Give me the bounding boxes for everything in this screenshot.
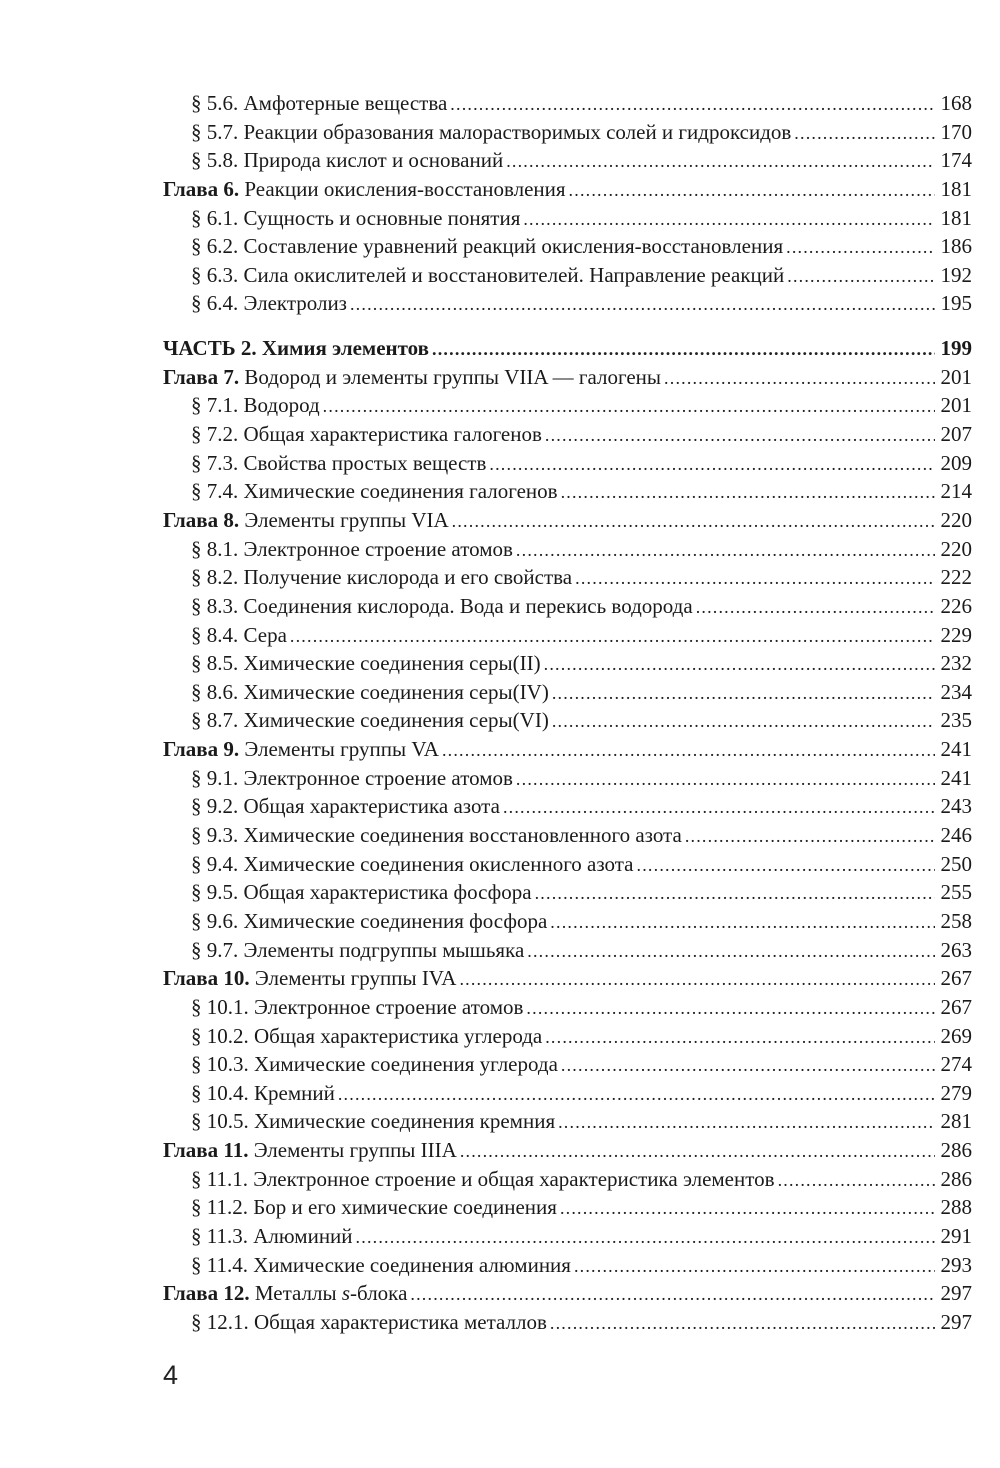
toc-entry-sec	[163, 649, 972, 678]
toc-entry-page-number: 234	[940, 679, 972, 704]
toc-entry-sec	[163, 232, 972, 261]
toc-entry-page-number: 181	[940, 205, 972, 230]
toc-entry-sec	[163, 1079, 972, 1108]
dot-leader	[516, 765, 935, 794]
toc-entry-page-number: 192	[940, 262, 972, 287]
toc-entry-sec	[163, 146, 972, 175]
toc-entry-page-number: 232	[940, 651, 972, 676]
toc-entry-title: Сера	[243, 622, 287, 647]
toc-entry-sec	[163, 89, 972, 118]
toc-entry-sec	[163, 907, 972, 936]
dot-leader	[356, 1223, 935, 1252]
dot-leader	[432, 335, 935, 364]
toc-entry-chapter	[163, 735, 972, 764]
toc-entry-sec	[163, 1165, 972, 1194]
dot-leader	[637, 851, 935, 880]
toc-entry-title: Свойства простых веществ	[243, 450, 487, 475]
dot-leader	[778, 1166, 935, 1195]
toc-entry-page-number: 288	[940, 1195, 972, 1220]
toc-entry-page-number: 267	[940, 994, 972, 1019]
toc-entry-page-number: 220	[940, 536, 972, 561]
toc-entry-label: § 9.2.	[191, 794, 239, 819]
dot-leader	[787, 262, 935, 291]
toc-entry-chapter	[163, 506, 972, 535]
toc-entry-sec	[163, 1193, 972, 1222]
dot-leader	[561, 478, 935, 507]
toc-entry-page-number: 195	[940, 291, 972, 316]
toc-entry-label: § 9.1.	[191, 765, 239, 790]
toc-entry-label: § 5.6.	[191, 91, 239, 115]
dot-leader	[558, 1108, 935, 1137]
dot-leader	[550, 908, 935, 937]
dot-leader	[544, 650, 935, 679]
toc-entry-sec	[163, 1022, 972, 1051]
dot-leader	[552, 679, 935, 708]
toc-entry-title: Сила окислителей и восстановителей. Направление реакций	[243, 262, 785, 287]
dot-leader	[575, 564, 935, 593]
toc-entry-chapter	[163, 1136, 972, 1165]
toc-entry-title: Составление уравнений реакций окисления-восстановления	[243, 234, 784, 259]
toc-entry-title: Элементы группы IVA	[254, 966, 457, 991]
toc-entry-page-number: 297	[940, 1281, 972, 1306]
toc-entry-sec	[163, 391, 972, 420]
toc-entry-label: § 7.3.	[191, 450, 239, 475]
toc-entry-label: Глава 8.	[163, 507, 240, 532]
toc-entry-label: § 6.1.	[191, 205, 239, 230]
toc-entry-page-number: 199	[940, 336, 972, 361]
toc-entry-page-number: 250	[940, 851, 972, 876]
toc-entry-title: Химические соединения галогенов	[243, 479, 558, 504]
toc-entry-title: Амфотерные вещества	[243, 91, 448, 115]
toc-entry-label: § 9.4.	[191, 851, 239, 876]
toc-entry-label: § 7.2.	[191, 422, 239, 447]
toc-entry-label: § 6.4.	[191, 291, 239, 316]
dot-leader	[523, 205, 935, 234]
dot-leader	[503, 793, 935, 822]
toc-entry-label: § 8.2.	[191, 565, 239, 590]
dot-leader	[506, 147, 935, 176]
toc-entry-title: Металлы s-блока	[254, 1281, 408, 1306]
toc-entry-page-number: 170	[940, 119, 972, 144]
toc-entry-chapter	[163, 363, 972, 392]
dot-leader	[561, 1051, 935, 1080]
toc-entry-page-number: 297	[940, 1309, 972, 1334]
toc-entry-title: Химические соединения восстановленного азота	[243, 823, 682, 848]
toc-entry-label: § 7.4.	[191, 479, 239, 504]
dot-leader	[696, 593, 935, 622]
toc-entry-page-number: 181	[940, 176, 972, 201]
toc-entry-sec	[163, 477, 972, 506]
toc-entry-sec	[163, 821, 972, 850]
toc-entry-sec	[163, 1251, 972, 1280]
toc-entry-label: § 11.4.	[191, 1252, 248, 1277]
toc-entry-page-number: 293	[940, 1252, 972, 1277]
toc-entry-title: Электронное строение и общая характеристика элементов	[253, 1166, 775, 1191]
toc-entry-title: Электронное строение атомов	[254, 994, 524, 1019]
table-of-contents	[163, 89, 972, 1337]
toc-entry-chapter	[163, 175, 972, 204]
toc-entry-page-number: 229	[940, 622, 972, 647]
toc-entry-label: § 8.3.	[191, 593, 239, 618]
toc-entry-label: Глава 7.	[163, 364, 240, 389]
toc-entry-label: § 12.1.	[191, 1309, 249, 1334]
toc-entry-title: Электронное строение атомов	[243, 536, 513, 561]
toc-entry-page-number: 258	[940, 908, 972, 933]
toc-entry-title: Общая характеристика фосфора	[243, 880, 532, 905]
dot-leader	[516, 536, 935, 565]
toc-entry-page-number: 209	[940, 450, 972, 475]
toc-entry-title: Бор и его химические соединения	[253, 1195, 557, 1220]
toc-entry-label: § 11.1.	[191, 1166, 248, 1191]
toc-entry-label: Глава 12.	[163, 1281, 250, 1306]
toc-entry-label: § 6.2.	[191, 234, 239, 259]
dot-leader	[560, 1194, 935, 1223]
toc-entry-sec	[163, 449, 972, 478]
toc-entry-title: Алюминий	[253, 1223, 353, 1248]
dot-leader	[552, 707, 935, 736]
dot-leader	[323, 392, 935, 421]
toc-entry-label: § 11.3.	[191, 1223, 248, 1248]
toc-entry-title: Элементы группы IIIA	[253, 1138, 457, 1163]
toc-entry-label: § 9.5.	[191, 880, 239, 905]
toc-entry-sec	[163, 1308, 972, 1337]
toc-entry-page-number: 168	[940, 91, 972, 115]
toc-entry-sec	[163, 563, 972, 592]
toc-entry-page-number: 241	[940, 737, 972, 762]
toc-entry-title: Водород и элементы группы VIIA — галогены	[244, 364, 662, 389]
toc-entry-sec	[163, 535, 972, 564]
toc-entry-title: Химические соединения алюминия	[253, 1252, 571, 1277]
toc-entry-page-number: 186	[940, 234, 972, 259]
dot-leader	[535, 879, 935, 908]
toc-entry-title: Природа кислот и оснований	[243, 148, 504, 173]
toc-entry-label: § 10.5.	[191, 1109, 249, 1134]
toc-entry-page-number: 174	[940, 148, 972, 173]
dot-leader	[350, 290, 935, 319]
toc-entry-page-number: 226	[940, 593, 972, 618]
toc-entry-label: § 9.6.	[191, 908, 239, 933]
toc-entry-title: Элементы группы VA	[244, 737, 439, 762]
toc-entry-title: Элементы подгруппы мышьяка	[243, 937, 525, 962]
toc-entry-page-number: 286	[940, 1166, 972, 1191]
dot-leader	[545, 421, 935, 450]
dot-leader	[664, 364, 935, 393]
toc-entry-title: Общая характеристика азота	[243, 794, 500, 819]
toc-entry-page-number: 220	[940, 507, 972, 532]
toc-entry-sec	[163, 850, 972, 879]
toc-entry-page-number: 246	[940, 823, 972, 848]
toc-entry-sec	[163, 1107, 972, 1136]
toc-entry-sec	[163, 878, 972, 907]
toc-entry-page-number: 263	[940, 937, 972, 962]
dot-leader	[410, 1280, 935, 1309]
toc-entry-title: Сущность и основные понятия	[243, 205, 521, 230]
toc-entry-label: § 8.4.	[191, 622, 239, 647]
toc-entry-title: Химия элементов	[261, 336, 430, 361]
toc-entry-page-number: 267	[940, 966, 972, 991]
toc-entry-sec	[163, 592, 972, 621]
toc-entry-label: § 10.2.	[191, 1023, 249, 1048]
toc-entry-label: § 10.3.	[191, 1052, 249, 1077]
toc-entry-title: Общая характеристика металлов	[254, 1309, 547, 1334]
toc-entry-label: Глава 9.	[163, 737, 240, 762]
toc-entry-page-number: 201	[940, 393, 972, 418]
dot-leader	[794, 119, 935, 148]
toc-entry-label: Глава 6.	[163, 176, 240, 201]
toc-entry-label: § 10.4.	[191, 1080, 249, 1105]
toc-entry-title: Химические соединения серы(VI)	[243, 708, 549, 733]
toc-entry-title: Реакции окисления-восстановления	[244, 176, 566, 201]
toc-entry-title: Химические соединения окисленного азота	[243, 851, 634, 876]
toc-entry-page-number: 269	[940, 1023, 972, 1048]
toc-entry-title: Реакции образования малорастворимых солей и гидроксидов	[243, 119, 792, 144]
toc-entry-label: § 10.1.	[191, 994, 249, 1019]
toc-entry-page-number: 255	[940, 880, 972, 905]
toc-entry-sec	[163, 204, 972, 233]
toc-entry-title: Химические соединения кремния	[254, 1109, 556, 1134]
toc-entry-title: Химические соединения серы(IV)	[243, 679, 549, 704]
toc-entry-label: § 5.8.	[191, 148, 239, 173]
dot-leader	[452, 507, 935, 536]
page-folio: 4	[163, 1360, 179, 1390]
dot-leader	[527, 937, 935, 966]
toc-entry-page-number: 291	[940, 1223, 972, 1248]
toc-entry-label: § 8.5.	[191, 651, 239, 676]
dot-leader	[290, 622, 935, 651]
toc-entry-chapter	[163, 964, 972, 993]
toc-entry-label: § 11.2.	[191, 1195, 248, 1220]
toc-entry-page-number: 241	[940, 765, 972, 790]
toc-entry-page-number: 201	[940, 364, 972, 389]
toc-entry-sec	[163, 678, 972, 707]
toc-entry-sec	[163, 1050, 972, 1079]
toc-entry-label: § 9.3.	[191, 823, 239, 848]
toc-entry-label: § 5.7.	[191, 119, 239, 144]
dot-leader	[685, 822, 935, 851]
dot-leader	[550, 1309, 935, 1338]
toc-entry-part	[163, 334, 972, 363]
toc-entry-title: Общая характеристика галогенов	[243, 422, 542, 447]
toc-entry-label: Глава 10.	[163, 966, 250, 991]
dot-leader	[450, 90, 935, 119]
toc-entry-sec	[163, 621, 972, 650]
toc-entry-sec	[163, 764, 972, 793]
toc-entry-page-number: 207	[940, 422, 972, 447]
toc-entry-title: Электролиз	[243, 291, 347, 316]
dot-leader	[786, 233, 935, 262]
dot-leader	[569, 176, 935, 205]
dot-leader	[460, 1137, 935, 1166]
toc-entry-label: § 7.1.	[191, 393, 239, 418]
toc-entry-page-number: 222	[940, 565, 972, 590]
toc-entry-page-number: 235	[940, 708, 972, 733]
toc-entry-title: Химические соединения углерода	[254, 1052, 558, 1077]
toc-entry-page-number: 243	[940, 794, 972, 819]
toc-entry-label: § 6.3.	[191, 262, 239, 287]
toc-entry-sec	[163, 936, 972, 965]
toc-entry-sec	[163, 993, 972, 1022]
toc-entry-label: § 8.6.	[191, 679, 239, 704]
toc-entry-page-number: 281	[940, 1109, 972, 1134]
toc-entry-title: Водород	[243, 393, 320, 418]
dot-leader	[459, 965, 935, 994]
dot-leader	[442, 736, 935, 765]
dot-leader	[489, 450, 935, 479]
toc-entry-title: Химические соединения фосфора	[243, 908, 548, 933]
toc-entry-sec	[163, 1222, 972, 1251]
toc-entry-title: Элементы группы VIA	[244, 507, 449, 532]
toc-entry-label: § 9.7.	[191, 937, 239, 962]
toc-entry-title: Соединения кислорода. Вода и перекись водорода	[243, 593, 693, 618]
toc-entry-page-number: 286	[940, 1138, 972, 1163]
toc-entry-label: § 8.7.	[191, 708, 239, 733]
toc-entry-title: Кремний	[254, 1080, 335, 1105]
toc-entry-sec	[163, 420, 972, 449]
toc-entry-title: Химические соединения серы(II)	[243, 651, 541, 676]
toc-entry-label: Глава 11.	[163, 1138, 249, 1163]
dot-leader	[526, 994, 935, 1023]
toc-entry-sec	[163, 261, 972, 290]
dot-leader	[574, 1252, 935, 1281]
toc-entry-page-number: 279	[940, 1080, 972, 1105]
toc-entry-sec	[163, 118, 972, 147]
toc-entry-sec	[163, 706, 972, 735]
toc-entry-sec	[163, 289, 972, 318]
toc-entry-title: Электронное строение атомов	[243, 765, 513, 790]
toc-entry-chapter	[163, 1279, 972, 1308]
toc-entry-sec	[163, 792, 972, 821]
toc-entry-page-number: 274	[940, 1052, 972, 1077]
dot-leader	[338, 1080, 935, 1109]
toc-entry-label: § 8.1.	[191, 536, 239, 561]
toc-entry-page-number: 214	[940, 479, 972, 504]
dot-leader	[545, 1023, 935, 1052]
toc-entry-label: ЧАСТЬ 2.	[163, 336, 257, 361]
toc-entry-title: Общая характеристика углерода	[254, 1023, 543, 1048]
toc-entry-title: Получение кислорода и его свойства	[243, 565, 573, 590]
